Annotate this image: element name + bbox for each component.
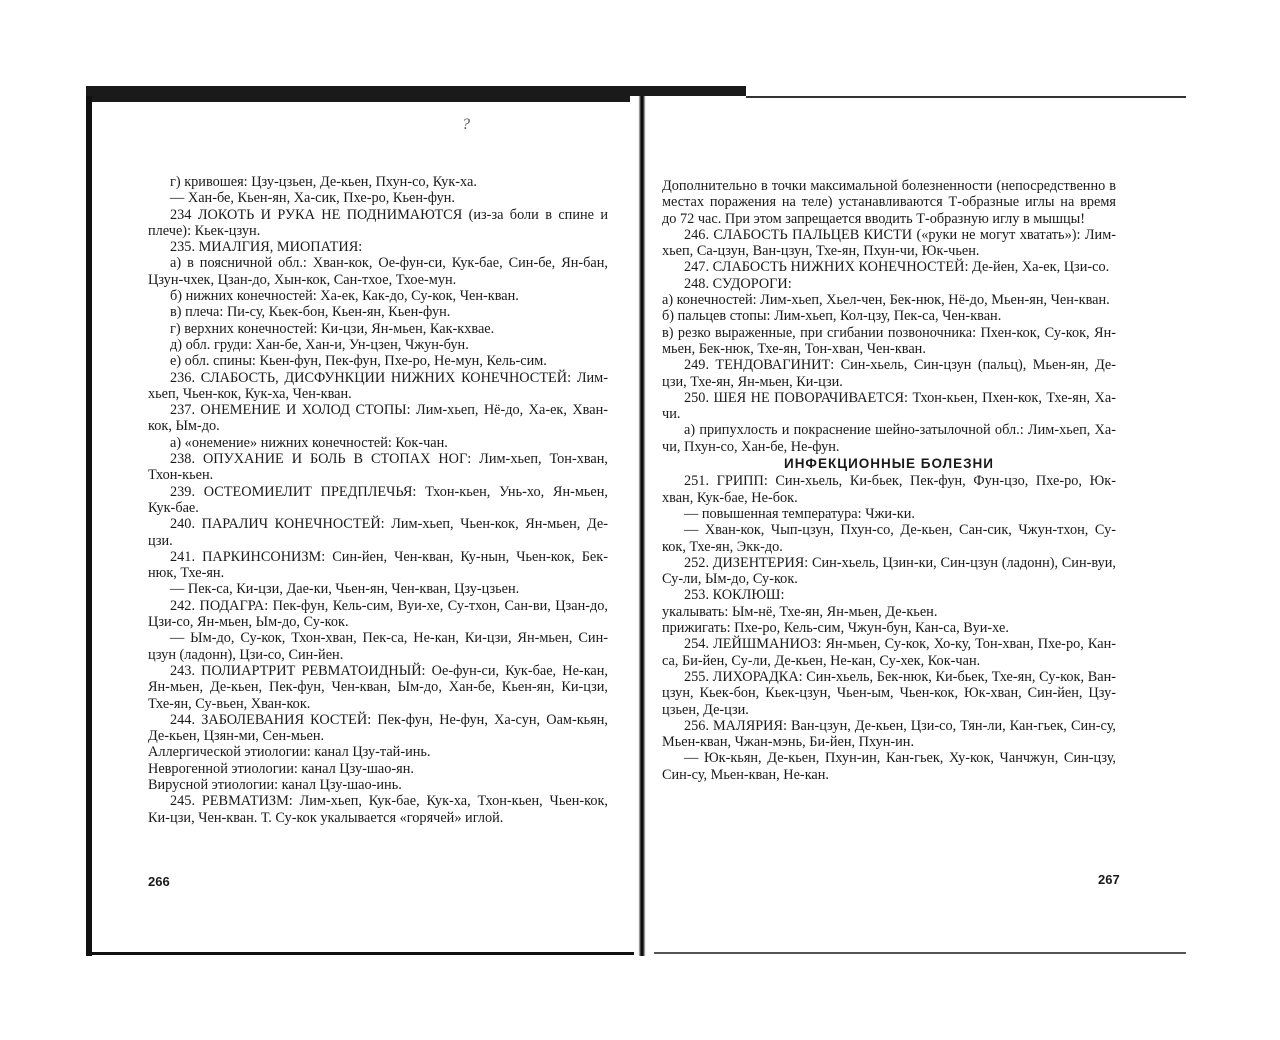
- paragraph: 253. КОКЛЮШ:: [684, 587, 785, 604]
- paragraph: в) резко выраженные, при сгибании позвоночника: Пхен-кок, Су-кок, Ян-мьен, Бек-нюк, Тхе-ян, Тон-хван, Чен-кван.: [662, 324, 1116, 357]
- paragraph: 239. ОСТЕОМИЕЛИТ ПРЕДПЛЕЧЬЯ: Тхон-кьен, Унь-хо, Ян-мьен, Кук-бае.: [148, 483, 608, 516]
- paragraph: Вирусной этиологии: канал Цзу-шао-инь.: [148, 776, 402, 793]
- paragraph: 249. ТЕНДОВАГИНИТ: Син-хьель, Син-цзун (пальц), Мьен-ян, Де-цзи, Тхе-ян, Ян-мьен, Ки-цзи.: [662, 357, 1116, 390]
- paragraph: 238. ОПУХАНИЕ И БОЛЬ В СТОПАХ НОГ: Лим-хьеп, Тон-хван, Тхон-кьен.: [148, 451, 608, 484]
- paragraph: 251. ГРИПП: Син-хьель, Ки-бьек, Пек-фун, Фун-цзо, Пхе-ро, Юк-хван, Кук-бае, Не-бок.: [662, 473, 1116, 506]
- left-page-number: 266: [148, 874, 170, 889]
- paragraph: 244. ЗАБОЛЕВАНИЯ КОСТЕЙ: Пек-фун, Не-фун, Ха-сун, Оам-кьян, Де-кьен, Цзян-ми, Сен-мьен.: [148, 711, 608, 745]
- paragraph: Аллергической этиологии: канал Цзу-тай-инь.: [148, 744, 431, 761]
- paragraph: — Юк-кьян, Де-кьен, Пхун-ин, Кан-гьек, Ху-кок, Чанчжун, Син-цзу, Син-су, Мьен-кван, Не-кан.: [662, 750, 1116, 783]
- paragraph: г) верхних конечностей: Ки-цзи, Ян-мьен, Как-кхвае.: [170, 320, 495, 337]
- paragraph: а) конечностей: Лим-хьеп, Хьел-чен, Бек-нюк, Нё-до, Мьен-ян, Чен-кван.: [662, 292, 1110, 309]
- scan-bottom-edge-left: [86, 952, 634, 955]
- paragraph: а) в поясничной обл.: Хван-кок, Ое-фун-си, Кук-бае, Син-бе, Ян-бан, Цзун-чхек, Цзан-до, Хын-кок, Сан-тхое, Тхое-мун.: [148, 255, 608, 288]
- scan-top-border-right: [646, 86, 746, 96]
- paragraph: 250. ШЕЯ НЕ ПОВОРАЧИВАЕТСЯ: Тхон-кьен, Пхен-кок, Тхе-ян, Ха-чи.: [662, 389, 1116, 423]
- paragraph: — Хван-кок, Чып-цзун, Пхун-со, Де-кьен, Сан-сик, Чжун-тхон, Су-кок, Тхе-ян, Экк-до.: [662, 522, 1116, 555]
- paragraph: 241. ПАРКИНСОНИЗМ: Син-йен, Чен-кван, Ку-нын, Чьен-кок, Бек-нюк, Тхе-ян.: [148, 548, 608, 582]
- paragraph: 234 ЛОКОТЬ И РУКА НЕ ПОДНИМАЮТСЯ (из-за боли в спине и плече): Кьек-цзун.: [148, 206, 608, 239]
- paragraph: 235. МИАЛГИЯ, МИОПАТИЯ:: [170, 239, 363, 256]
- scan-top-border-left: [86, 86, 646, 102]
- scan-bottom-edge-right: [654, 952, 1186, 954]
- handwritten-question-mark: ?: [462, 116, 470, 133]
- paragraph: а) припухлость и покраснение шейно-затылочной обл.: Лим-хьеп, Ха-чи, Пхун-со, Хан-бе, Не-фун.: [662, 422, 1116, 455]
- left-page-text: [148, 174, 608, 826]
- paragraph: 243. ПОЛИАРТРИТ РЕВМАТОИДНЫЙ: Ое-фун-си, Кук-бае, Не-кан, Ян-мьен, Де-кьен, Пек-фун, Чен-кван, Ым-до, Хан-бе, Кьен-ян, Ки-цзи, Тхе-ян, Су-вьен, Хван-кок.: [148, 662, 608, 712]
- right-page-number: 267: [1098, 872, 1120, 887]
- paragraph: 255. ЛИХОРАДКА: Син-хьель, Бек-нюк, Ки-бьек, Тхе-ян, Су-кок, Ван-цзун, Кьек-бон, Кьек-цзун, Чьен-ым, Чьен-кок, Юк-хван, Син-йен, Цзу-цзьен, Де-цзи.: [662, 668, 1116, 718]
- paragraph: 252. ДИЗЕНТЕРИЯ: Син-хьель, Цзин-ки, Син-цзун (ладонн), Син-вуи, Су-ли, Ым-до, Су-кок.: [662, 554, 1116, 588]
- paragraph: е) обл. спины: Кьен-фун, Пек-фун, Пхе-ро, Не-мун, Кель-сим.: [170, 353, 547, 370]
- paragraph: в) плеча: Пи-су, Кьек-бон, Кьен-ян, Кьен-фун.: [170, 304, 451, 321]
- paragraph: 248. СУДОРОГИ:: [684, 275, 792, 292]
- paragraph: прижигать: Пхе-ро, Кель-сим, Чжун-бун, Кан-са, Вуи-хе.: [662, 620, 1009, 637]
- paragraph: 247. СЛАБОСТЬ НИЖНИХ КОНЕЧНОСТЕЙ: Де-йен, Ха-ек, Цзи-со.: [684, 259, 1110, 276]
- paragraph: — Пек-са, Ки-цзи, Дае-ки, Чьен-ян, Чен-кван, Цзу-цзьен.: [170, 581, 520, 598]
- paragraph: 237. ОНЕМЕНИЕ И ХОЛОД СТОПЫ: Лим-хьеп, Нё-до, Ха-ек, Хван-кок, Ым-до.: [148, 402, 608, 435]
- paragraph: Неврогенной этиологии: канал Цзу-шао-ян.: [148, 760, 414, 777]
- paragraph: — Ым-до, Су-кок, Тхон-хван, Пек-са, Не-кан, Ки-цзи, Ян-мьен, Син-цзун (ладонн), Цзи-со, Син-йен.: [148, 630, 608, 663]
- paragraph: 254. ЛЕЙШМАНИОЗ: Ян-мьен, Су-кок, Хо-ку, Тон-хван, Пхе-ро, Кан-са, Би-йен, Су-ли, Де-кьен, Не-кан, Су-хек, Кок-чан.: [662, 636, 1116, 669]
- paragraph: б) пальцев стопы: Лим-хьеп, Кол-цзу, Пек-са, Чен-кван.: [662, 308, 1002, 325]
- scan-top-line-right: [746, 96, 1186, 98]
- scan-left-edge: [86, 96, 92, 956]
- paragraph: 236. СЛАБОСТЬ, ДИСФУНКЦИИ НИЖНИХ КОНЕЧНОСТЕЙ: Лим-хьеп, Чьен-кок, Кук-ха, Чен-кван.: [148, 369, 608, 402]
- paragraph: — повышенная температура: Чжи-ки.: [684, 505, 915, 522]
- right-page-text: [662, 178, 1116, 783]
- paragraph: 246. СЛАБОСТЬ ПАЛЬЦЕВ КИСТИ («руки не могут хватать»): Лим-хьеп, Са-цзун, Ван-цзун, Тхе-ян, Пхун-чи, Юк-чьен.: [662, 226, 1116, 260]
- paragraph: — Хан-бе, Кьен-ян, Ха-сик, Пхе-ро, Кьен-фун.: [170, 190, 456, 207]
- paragraph: а) «онемение» нижних конечностей: Кок-чан.: [170, 434, 448, 451]
- paragraph: 240. ПАРАЛИЧ КОНЕЧНОСТЕЙ: Лим-хьеп, Чьен-кок, Ян-мьен, Де-цзи.: [148, 516, 608, 549]
- paragraph: укалывать: Ым-нё, Тхе-ян, Ян-мьен, Де-кьен.: [662, 603, 938, 620]
- paragraph: д) обл. груди: Хан-бе, Хан-и, Ун-цзен, Чжун-бун.: [170, 336, 469, 353]
- paragraph: 242. ПОДАГРА: Пек-фун, Кель-сим, Вуи-хе, Су-тхон, Сан-ви, Цзан-до, Цзи-со, Ян-мьен, Ым-до, Су-кок.: [148, 597, 608, 631]
- paragraph: 256. МАЛЯРИЯ: Ван-цзун, Де-кьен, Цзи-со, Тян-ли, Кан-гьек, Син-су, Мьен-кван, Чжан-мэнь, Би-йен, Пхун-ин.: [662, 717, 1116, 751]
- section-heading: ИНФЕКЦИОННЫЕ БОЛЕЗНИ: [783, 456, 994, 472]
- paragraph: 245. РЕВМАТИЗМ: Лим-хьеп, Кук-бае, Кук-ха, Тхон-кьен, Чьен-кок, Ки-цзи, Чен-кван. Т. Су-кок укалывается «горячей» иглой.: [148, 793, 608, 826]
- paragraph: б) нижних конечностей: Ха-ек, Как-до, Су-кок, Чен-кван.: [170, 288, 519, 305]
- book-gutter: [630, 96, 654, 956]
- paragraph: г) кривошея: Цзу-цзьен, Де-кьен, Пхун-со, Кук-ха.: [170, 174, 477, 190]
- paragraph: Дополнительно в точки максимальной болезненности (непосредственно в местах поражения на теле) устанавливаются Т-образные иглы на время до 72 час. При этом запрещается вводить Т-образную иглу в мышцы!: [662, 178, 1116, 227]
